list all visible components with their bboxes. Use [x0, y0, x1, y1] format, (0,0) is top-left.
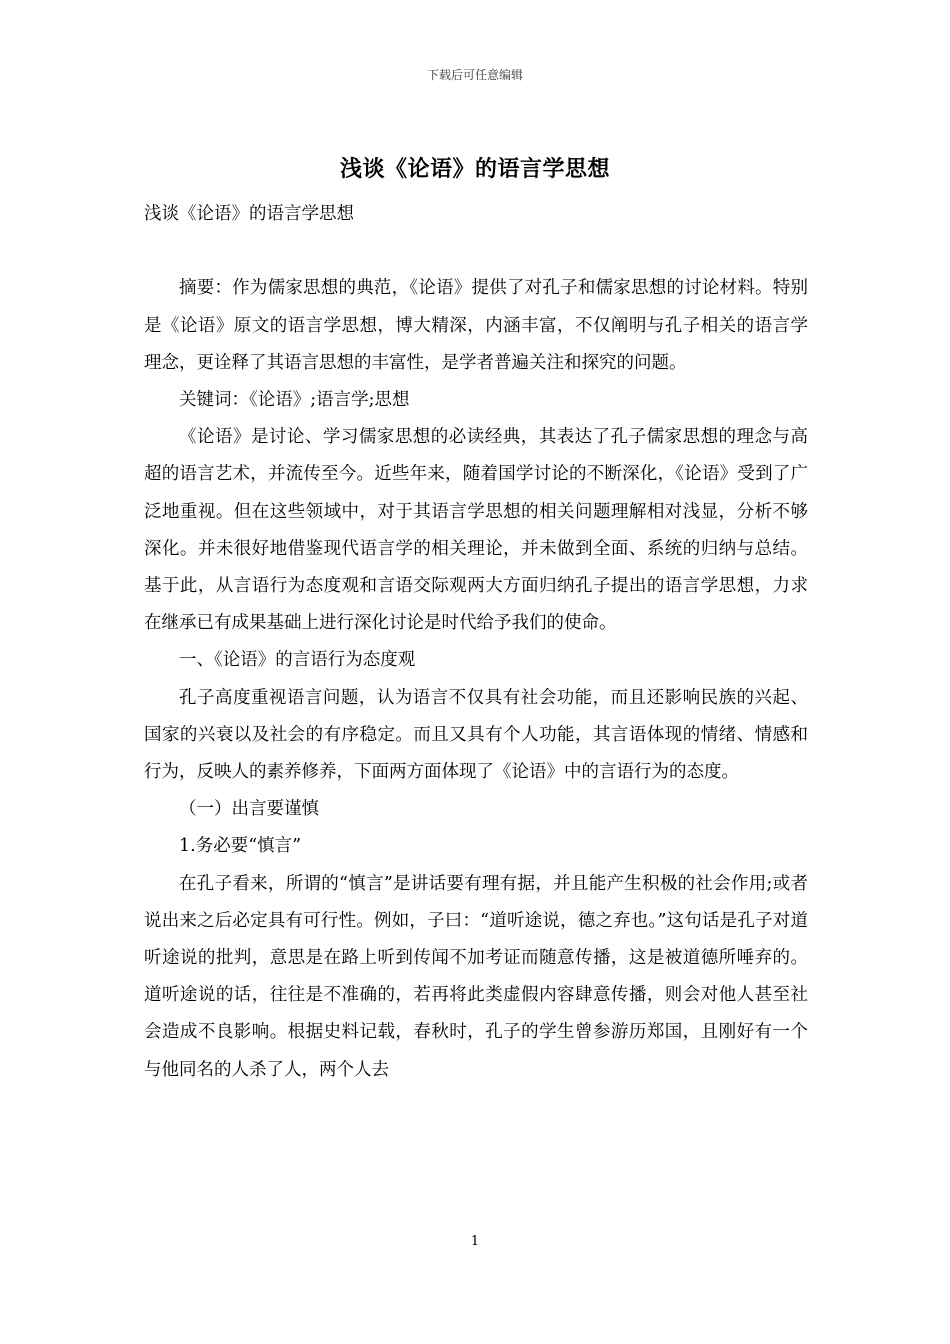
document-body — [144, 196, 808, 1089]
document-title: 浅谈《论语》的语言学思想 — [339, 156, 610, 182]
header-note: 下载后可任意编辑 — [426, 68, 523, 82]
section-heading-1: 一、《论语》的言语行为态度观 — [179, 650, 416, 671]
subsubsection-heading-1: 1.务必要“慎言” — [179, 836, 302, 857]
intro-paragraph: 《论语》是讨论、学习儒家思想的必读经典，其表达了孔子儒家思想的理念与高超的语言艺术，并流传至今。近些年来，随着国学讨论的不断深化，《论语》受到了广泛地重视。但在这些领域中，对于其语言学思想的相关问题理解相对浅显，分析不够深化。并未很好地借鉴现代语言学的相关理论，并未做到全面、系统的归纳与总结。基于此，从言语行为态度观和言语交际观两大方面归纳孔子提出的语言学思想，力求在继承已有成果基础上进行深化讨论是时代给予我们的使命。 — [144, 427, 808, 634]
page-number: 1 — [470, 1234, 480, 1249]
abstract-paragraph: 摘要：作为儒家思想的典范，《论语》提供了对孔子和儒家思想的讨论材料。特别是《论语》原文的语言学思想，博大精深，内涵丰富，不仅阐明与孔子相关的语言学理念，更诠释了其语言思想的丰富性，是学者普遍关注和探究的问题。 — [144, 278, 808, 373]
body-paragraph: 孔子高度重视语言问题，认为语言不仅具有社会功能，而且还影响民族的兴起、国家的兴衰以及社会的有序稳定。而且又具有个人功能，其言语体现的情绪、情感和行为，反映人的素养修养，下面两方面体现了《论语》中的言语行为的态度。 — [144, 687, 808, 783]
body-paragraph: 在孔子看来，所谓的“慎言”是讲话要有理有据，并且能产生积极的社会作用;或者说出来之后必定具有可行性。例如，子曰：“道听途说，德之弃也。”这句话是孔子对道听途说的批判，意思是在路上听到传闻不加考证而随意传播，这是被道德所唾弃的。道听途说的话，往往是不准确的，若再将此类虚假内容肆意传播，则会对他人甚至社会造成不良影响。根据史料记载，春秋时，孔子的学生曾参游历郑国，且刚好有一个与他同名的人杀了人，两个人去 — [144, 873, 808, 1080]
subsection-heading-1: （一）出言要谨慎 — [179, 799, 319, 820]
keywords-paragraph: 关键词：《论语》;语言学;思想 — [179, 390, 410, 410]
document-subtitle: 浅谈《论语》的语言学思想 — [144, 204, 354, 224]
